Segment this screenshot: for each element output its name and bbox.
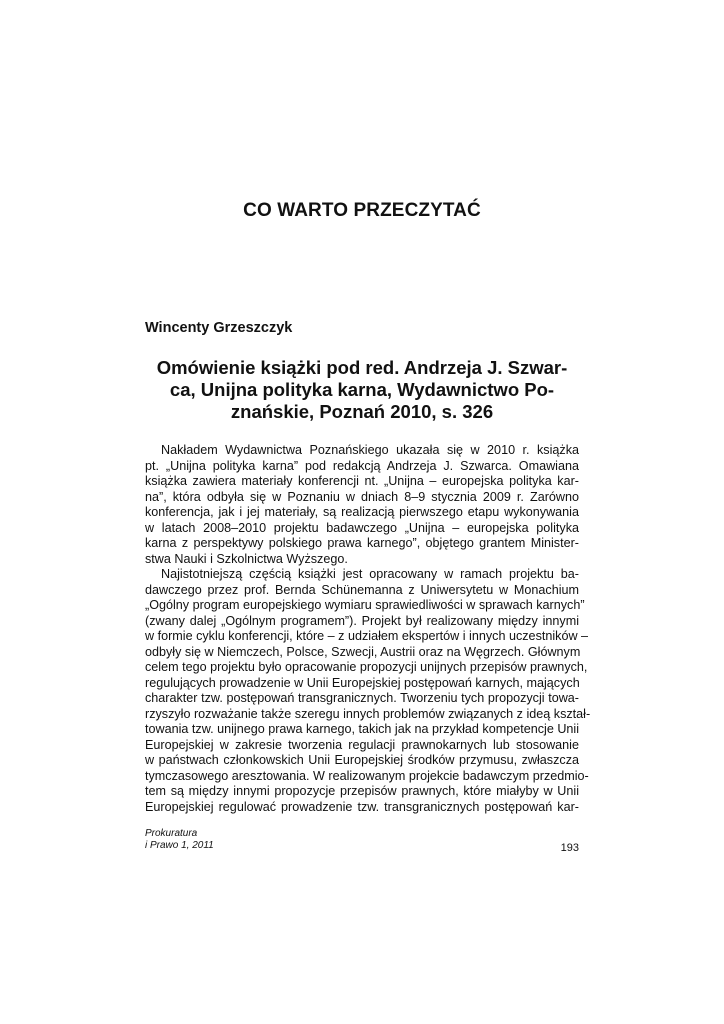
- body-line: pt. „Unijna polityka karna” pod redakcją Andrzeja J. Szwarca. Omawiana: [145, 458, 579, 473]
- body-line: w państwach członkowskich Unii Europejskiej środków przymusu, zwłaszcza: [145, 753, 579, 767]
- article-title-line: ca, Unijna polityka karna, Wydawnictwo Po-: [169, 379, 555, 400]
- body-line: w latach 2008–2010 projektu badawczego „Unijna – europejska polityka: [145, 520, 579, 535]
- article-title: [145, 357, 579, 423]
- body-line: towania tzw. unijnego prawa karnego, takich jak na przykład kompetencje Unii: [145, 722, 580, 736]
- body-line: odbyły się w Niemczech, Polsce, Szwecji, Austrii oraz na Węgrzech. Głównym: [145, 644, 581, 659]
- body-line: Najistotniejszą częścią książki jest opracowany w ramach projektu ba-: [161, 567, 579, 581]
- section-title: CO WARTO PRZECZYTAĆ: [243, 200, 481, 221]
- body-line: w formie cyklu konferencji, które – z udziałem ekspertów i innych uczestników –: [145, 629, 589, 643]
- journal-name: Prokuratura: [145, 828, 198, 839]
- page-number: 193: [560, 842, 579, 854]
- article-body: [145, 443, 591, 815]
- body-line: charakter tzw. postępowań transgranicznych. Tworzeniu tych propozycji towa-: [145, 691, 579, 705]
- journal-footer: [145, 828, 214, 852]
- body-line: tem są między innymi propozycje przepisów prawnych, które miałyby w Unii: [145, 784, 579, 798]
- body-line: na”, która odbyła się w Poznaniu w dniach 8–9 stycznia 2009 r. Zarówno: [145, 489, 579, 504]
- body-line: „Ogólny program europejskiego wymiaru sprawiedliwości w sprawach karnych”: [145, 598, 585, 612]
- body-line: regulujących prowadzenie w Unii Europejskiej postępowań karnych, mających: [145, 675, 580, 690]
- body-line: konferencja, jak i jej materiały, są realizacją pierwszego etapu wykonywania: [145, 505, 579, 519]
- journal-issue: i Prawo 1, 2011: [145, 840, 214, 851]
- body-line: celem tego projektu było opracowanie propozycji unijnych przepisów prawnych,: [145, 660, 588, 674]
- article-title-line: znańskie, Poznań 2010, s. 326: [230, 401, 494, 422]
- author-name: Wincenty Grzeszczyk: [145, 320, 293, 336]
- body-line: Europejskiej w zakresie tworzenia regulacji prawnokarnych lub stosowanie: [145, 737, 579, 752]
- body-line: (zwany dalej „Ogólnym programem”). Projekt był realizowany między innymi: [145, 613, 579, 628]
- article-title-line: Omówienie książki pod red. Andrzeja J. Szwar-: [156, 357, 568, 378]
- body-line: stwa Nauki i Szkolnictwa Wyższego.: [145, 551, 348, 566]
- body-line: Nakładem Wydawnictwa Poznańskiego ukazała się w 2010 r. książka: [161, 443, 579, 457]
- body-line: tymczasowego aresztowania. W realizowanym projekcie badawczym przedmio-: [145, 768, 589, 783]
- body-line: Europejskiej regulować prowadzenie tzw. transgranicznych postępowań kar-: [145, 799, 579, 814]
- body-line: dawczego przez prof. Bernda Schünemanna z Uniwersytetu w Monachium: [145, 582, 579, 597]
- body-line: rzyszyło rozważanie także szeregu innych problemów związanych z ideą kształ-: [145, 706, 591, 721]
- body-line: książka zawiera materiały konferencji nt. „Unijna – europejska polityka kar-: [145, 474, 579, 488]
- body-line: karna z perspektywy polskiego prawa karnego”, objętego grantem Minister-: [145, 536, 579, 550]
